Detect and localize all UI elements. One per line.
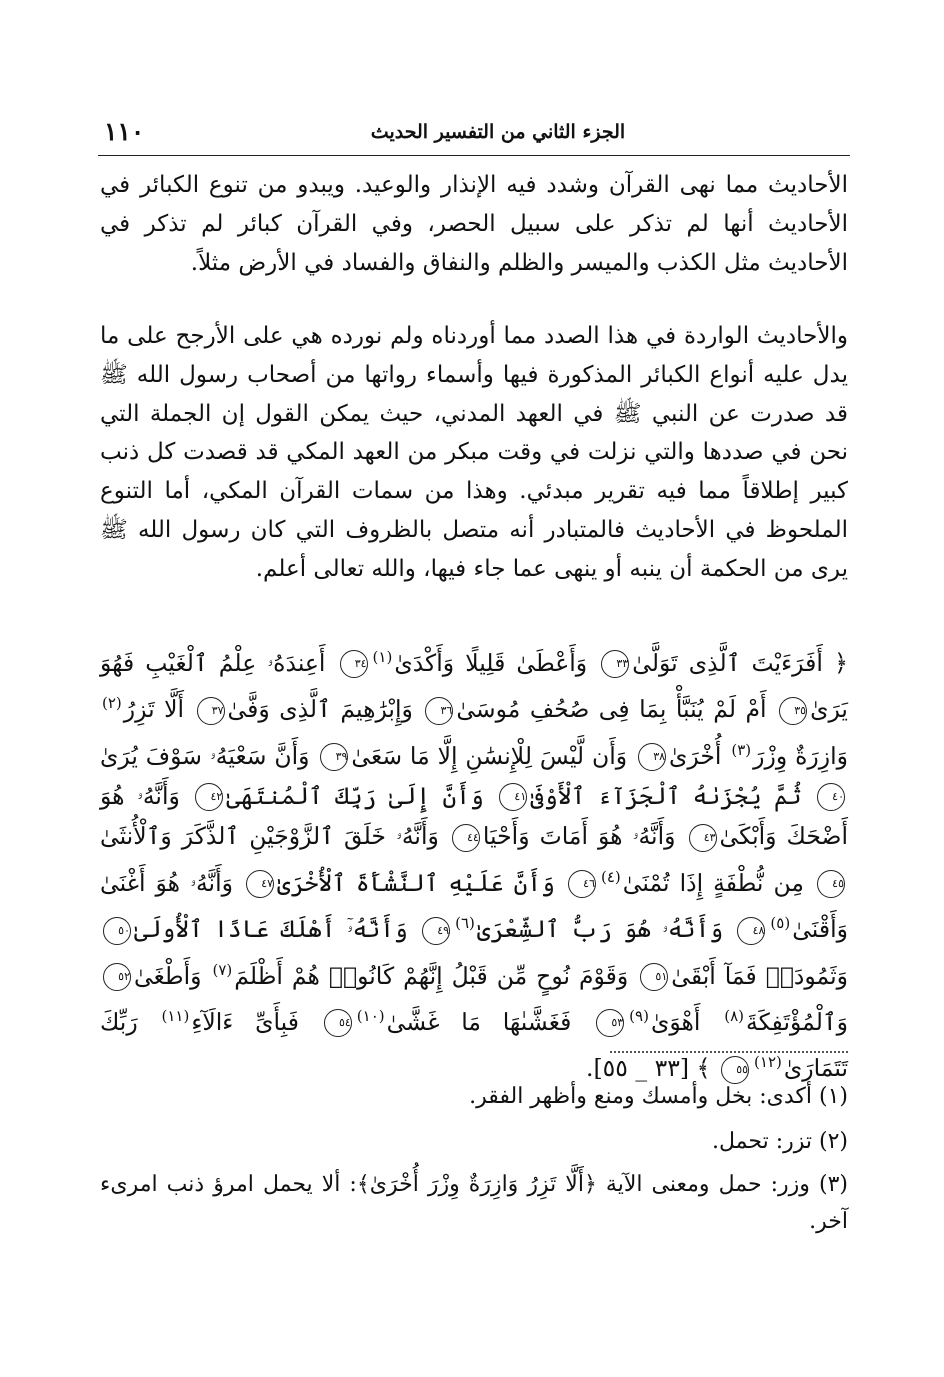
ayah-number-marker: ٣٩	[320, 743, 348, 771]
ayah-number-marker: ٣٨	[638, 743, 666, 771]
footnotes	[100, 1078, 848, 1248]
verse-text: وَأَنَّهُۥ هُوَ أَضْحَكَ وَأَبْكَىٰ	[100, 781, 848, 851]
ayah-number-marker: ٥٤	[324, 1009, 352, 1037]
verse-text: وَٱلْمُؤْتَفِكَةَ	[745, 1007, 848, 1036]
verse-text: وَازِرَةٌ وِزْرَ	[753, 741, 848, 770]
footnote-separator	[610, 1051, 848, 1053]
verse-text: مِن نُّطْفَةٍ إِذَا تُمْنَىٰ	[622, 868, 804, 897]
footnote-ref: (٥)	[770, 914, 791, 933]
footnote-ref: (٩)	[629, 1006, 649, 1025]
ayah-number-marker: ٣٦	[425, 697, 453, 725]
ayah-number-marker: ٥١	[640, 963, 668, 991]
verse-text: رَبِّكَ تَتَمَارَىٰ	[100, 1007, 848, 1083]
ayah-number-marker: ٤٦	[568, 870, 596, 898]
ayah-number-marker: ٤٨	[737, 917, 765, 945]
footnote-ref: (١٠)	[356, 1006, 385, 1025]
verse-text: وَأَنَّهُۥ هُوَ أَمَاتَ وَأَحْيَا	[482, 822, 676, 851]
quran-close-bracket: ﴾	[696, 1054, 711, 1083]
ayah-number-marker: ٤٥	[817, 870, 845, 898]
verse-text: وَأَنَّهُۥ هُوَ أَغْنَىٰ وَأَقْنَىٰ	[100, 868, 848, 944]
footnote-3: (٣) وزر: حمل ومعنى الآية ﴿أَلَّا تَزِرُ وَازِرَةٌ وِزْرَ أُخْرَىٰ﴾: ألا يحمل امرؤ ذنب امرىء آخر.	[100, 1172, 848, 1234]
verse-text: وَأَنَّ سَعْيَهُۥ سَوْفَ يُرَىٰ	[100, 741, 310, 770]
verse-text: وَأَن لَّيْسَ لِلْإِنسَٰنِ إِلَّا مَا سَعَىٰ	[351, 741, 628, 770]
verse-text: ثُمَّ يُجْزَىٰهُ ٱلْجَزَآءَ ٱلْأَوْفَىٰ	[530, 781, 802, 810]
verse-reference: [٣٣ _ ٥٥].	[585, 1054, 689, 1083]
footnote-ref: (٨)	[724, 1006, 744, 1025]
running-head: الجزء الثاني من التفسير الحديث	[370, 121, 626, 143]
ayah-number-marker: ٥٥	[721, 1056, 749, 1084]
paragraph-2: والأحاديث الواردة في هذا الصدد مما أوردناه ولم نورده هي على الأرجح على ما يدل عليه أنواع الكبائر المذكورة فيها وأسماء رواتها من أصحاب رسول الله ﷺ قد صدرت عن النبي ﷺ في العهد المدني، حيث يمكن القول إن الجملة التي نحن في صددها والتي نزلت في وقت مبكر من العهد المكي قد قصدت كل ذنب كبير إطلاقاً مما فيه تقرير مبدئي. وهذا من سمات القرآن المكي، أما التنوع الملحوظ في الأحاديث فالمتبادر أنه متصل بالظروف التي كان رسول الله ﷺ يرى من الحكمة أن ينبه أو ينهى عما جاء فيها، والله تعالى أعلم.	[100, 323, 848, 582]
footnote-ref: (٢)	[102, 694, 122, 713]
footnote-ref: (١)	[372, 648, 393, 666]
verse-text: وَقَوْمَ نُوحٍ مِّن قَبْلُ إِنَّهُمْ كَانُوا۟ هُمْ أَظْلَمَ	[234, 961, 629, 990]
verse-text: وَأَعْطَىٰ قَلِيلًا وَأَكْدَىٰ	[394, 648, 588, 677]
ayah-number-marker: ٤٧	[246, 870, 274, 898]
ayah-number-marker: ٣٧	[197, 697, 225, 725]
page-number: ١١٠	[104, 117, 145, 146]
verse-text: وَأَنَّ عَلَيْهِ ٱلنَّشْأَةَ ٱلْأُخْرَىٰ	[277, 868, 555, 897]
ayah-number-marker: ٥٣	[596, 1009, 624, 1037]
verse-text: أَهْوَىٰ	[650, 1007, 701, 1036]
ayah-number-marker: ٤٠	[817, 783, 845, 811]
quran-verses-block	[100, 637, 848, 1089]
ayah-number-marker: ٣٣	[601, 650, 629, 678]
footnote-ref: (٣)	[731, 740, 752, 759]
ayah-number-marker: ٤٩	[422, 917, 450, 945]
ayah-number-marker: ٤٤	[452, 824, 480, 852]
verse-text: أَلَّا تَزِرُ	[123, 695, 185, 724]
ayah-number-marker: ٤٢	[195, 783, 223, 811]
footnote-ref: (٧)	[212, 960, 233, 979]
verse-text: فَبِأَىِّ ءَالَآءِ	[191, 1007, 300, 1036]
ayah-number-marker: ٣٥	[779, 697, 807, 725]
footnote-ref: (١١)	[161, 1006, 190, 1025]
verse-text: وَأَنَّهُۥٓ أَهْلَكَ عَادًا ٱلْأُولَىٰ	[134, 915, 408, 944]
ayah-number-marker: ٥٢	[103, 963, 131, 991]
footnote-1: (١) أكدى: بخل وأمسك ومنع وأظهر الفقر.	[469, 1084, 848, 1109]
verse-text: وَأَنَّهُۥ هُوَ رَبُّ ٱلشِّعْرَىٰ	[476, 915, 724, 944]
verse-text: وَأَنَّهُۥ خَلَقَ ٱلزَّوْجَيْنِ ٱلذَّكَرَ وَٱلْأُنثَىٰ	[100, 822, 439, 851]
verse-text: وَأَنَّ إِلَىٰ رَبِّكَ ٱلْمُنتَهَىٰ	[226, 781, 484, 810]
verse-text: أَفَرَءَيْتَ ٱلَّذِى تَوَلَّىٰ	[632, 648, 823, 677]
quran-open-bracket: ﴿	[833, 648, 848, 677]
ayah-number-marker: ٥٠	[103, 917, 131, 945]
verse-text: وَإِبْرَٰهِيمَ ٱلَّذِى وَفَّىٰ	[227, 695, 413, 724]
footnote-ref: (١٢)	[754, 1053, 782, 1072]
footnote-ref: (٦)	[455, 914, 475, 933]
footnote-ref: (٤)	[600, 867, 621, 886]
footnote-2: (٢) تزر: تحمل.	[712, 1129, 848, 1154]
ayah-number-marker: ٤١	[499, 783, 527, 811]
page-header	[98, 113, 850, 156]
ayah-number-marker: ٤٣	[689, 824, 717, 852]
ayah-number-marker: ٣٤	[340, 650, 368, 678]
verse-text: وَثَمُودَا۟ فَمَآ أَبْقَىٰ	[671, 961, 848, 990]
paragraph-1: الأحاديث مما نهى القرآن وشدد فيه الإنذار والوعيد. ويبدو من تنوع الكبائر في الأحاديث أنها لم تذكر على سبيل الحصر، وفي القرآن كبائر لم تذكر في الأحاديث مثل الكذب والميسر والظلم والنفاق والفساد في الأرض مثلاً.	[100, 172, 848, 276]
verse-text: أَمْ لَمْ يُنَبَّأْ بِمَا فِى صُحُفِ مُوسَىٰ	[456, 695, 767, 724]
verse-text: أَعِندَهُۥ عِلْمُ ٱلْغَيْبِ فَهُوَ يَرَىٰ	[100, 648, 848, 724]
verse-text: فَغَشَّىٰهَا مَا غَشَّىٰ	[386, 1007, 572, 1036]
verse-text: أُخْرَىٰ	[669, 741, 722, 770]
verse-text: وَأَطْغَىٰ	[134, 961, 202, 990]
